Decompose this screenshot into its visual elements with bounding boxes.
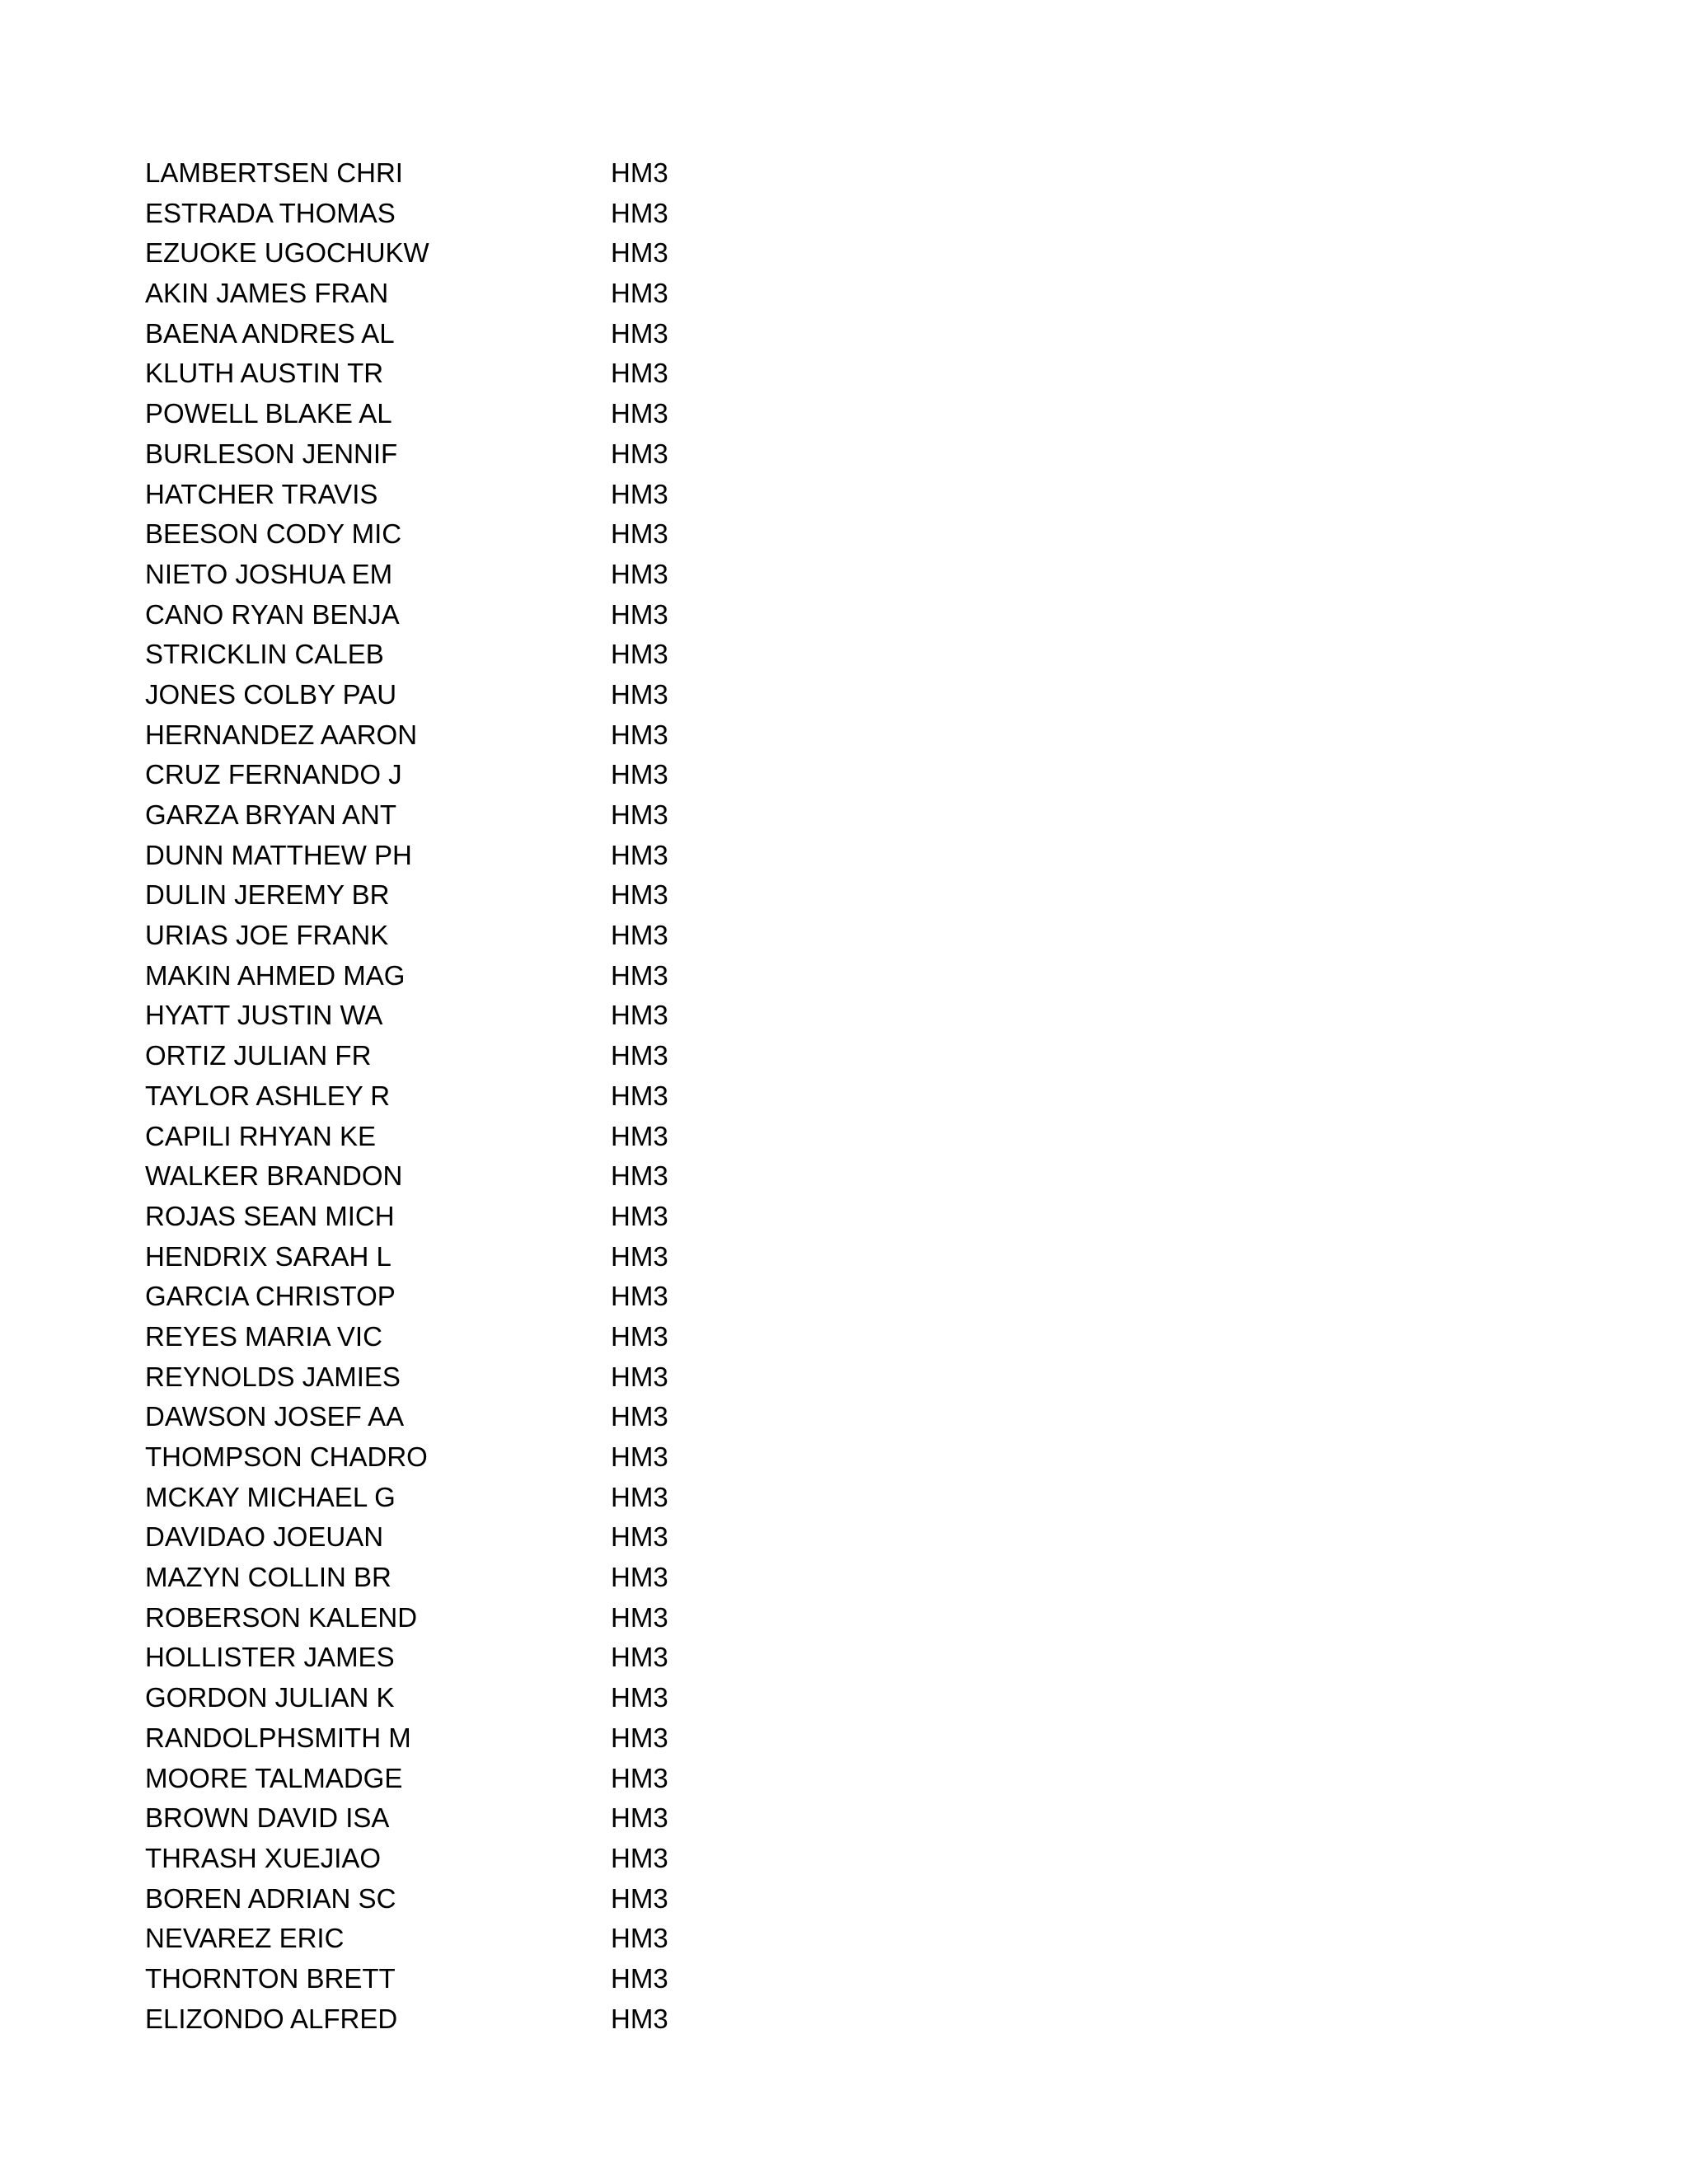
member-rate: HM3	[611, 1481, 668, 1512]
member-rate: HM3	[611, 1682, 668, 1713]
list-item	[145, 1237, 722, 1277]
member-rate: HM3	[611, 1000, 668, 1031]
member-name: BURLESON JENNIF	[145, 438, 398, 469]
member-rate: HM3	[611, 278, 668, 309]
list-item	[145, 1759, 722, 1799]
member-name: THRASH XUEJIAO	[145, 1842, 382, 1873]
member-rate: HM3	[611, 1320, 668, 1352]
member-rate: HM3	[611, 1882, 668, 1914]
list-item	[145, 1598, 722, 1638]
member-rate: HM3	[611, 1722, 668, 1753]
member-name: HOLLISTER JAMES	[145, 1642, 395, 1673]
member-rate: HM3	[611, 678, 668, 710]
member-rate: HM3	[611, 157, 668, 188]
member-name: URIAS JOE FRANK	[145, 920, 389, 951]
list-item	[145, 354, 722, 394]
member-rate: HM3	[611, 398, 668, 429]
list-item	[145, 1798, 722, 1839]
member-name: DAVIDAO JOEUAN	[145, 1521, 384, 1553]
list-item	[145, 715, 722, 756]
list-item	[145, 916, 722, 956]
list-item	[145, 1478, 722, 1518]
member-rate: HM3	[611, 1802, 668, 1834]
member-rate: HM3	[611, 1160, 668, 1192]
member-rate: HM3	[611, 1962, 668, 1994]
member-rate: HM3	[611, 518, 668, 550]
member-name: BEESON CODY MIC	[145, 518, 402, 550]
member-name: DAWSON JOSEF AA	[145, 1401, 405, 1432]
member-name: ESTRADA THOMAS	[145, 197, 396, 228]
member-name: NIETO JOSHUA EM	[145, 558, 393, 589]
list-item	[145, 434, 722, 475]
list-item	[145, 755, 722, 795]
list-item	[145, 1437, 722, 1478]
member-rate: HM3	[611, 197, 668, 228]
member-rate: HM3	[611, 358, 668, 389]
member-rate: HM3	[611, 1120, 668, 1151]
list-item	[145, 1317, 722, 1357]
member-name: HENDRIX SARAH L	[145, 1240, 392, 1272]
member-name: JONES COLBY PAU	[145, 678, 397, 710]
list-item	[145, 996, 722, 1036]
list-item	[145, 233, 722, 274]
member-rate: HM3	[611, 1842, 668, 1873]
list-item	[145, 956, 722, 996]
list-item	[145, 1999, 722, 2040]
member-name: MCKAY MICHAEL G	[145, 1481, 396, 1512]
member-name: ROBERSON KALEND	[145, 1601, 418, 1633]
member-name: MOORE TALMADGE	[145, 1762, 403, 1793]
member-rate: HM3	[611, 1441, 668, 1472]
member-rate: HM3	[611, 759, 668, 790]
list-item	[145, 875, 722, 916]
member-name: HERNANDEZ AARON	[145, 719, 418, 750]
member-rate: HM3	[611, 237, 668, 269]
list-item	[145, 153, 722, 194]
member-name: ORTIZ JULIAN FR	[145, 1040, 372, 1071]
member-name: AKIN JAMES FRAN	[145, 278, 389, 309]
list-item	[145, 595, 722, 635]
member-name: HYATT JUSTIN WA	[145, 1000, 383, 1031]
list-item	[145, 1517, 722, 1558]
member-rate: HM3	[611, 1601, 668, 1633]
member-name: CAPILI RHYAN KE	[145, 1120, 376, 1151]
member-name: MAKIN AHMED MAG	[145, 959, 406, 991]
member-name: HATCHER TRAVIS	[145, 478, 378, 509]
member-name: GARCIA CHRISTOP	[145, 1281, 396, 1312]
member-name: KLUTH AUSTIN TR	[145, 358, 384, 389]
list-item	[145, 194, 722, 234]
member-name: TAYLOR ASHLEY R	[145, 1080, 391, 1111]
member-name: REYES MARIA VIC	[145, 1320, 382, 1352]
member-rate: HM3	[611, 959, 668, 991]
member-name: DUNN MATTHEW PH	[145, 839, 412, 870]
roster-list	[145, 153, 722, 2039]
member-name: BOREN ADRIAN SC	[145, 1882, 396, 1914]
member-name: BROWN DAVID ISA	[145, 1802, 390, 1834]
list-item	[145, 1076, 722, 1117]
list-item	[145, 1197, 722, 1237]
list-item	[145, 1036, 722, 1076]
list-item	[145, 1558, 722, 1598]
list-item	[145, 1839, 722, 1879]
member-name: CANO RYAN BENJA	[145, 598, 400, 630]
member-name: DULIN JEREMY BR	[145, 879, 390, 911]
member-rate: HM3	[611, 1040, 668, 1071]
member-rate: HM3	[611, 1521, 668, 1553]
list-item	[145, 1117, 722, 1157]
member-name: REYNOLDS JAMIES	[145, 1361, 401, 1392]
list-item	[145, 1277, 722, 1317]
member-rate: HM3	[611, 478, 668, 509]
member-rate: HM3	[611, 1642, 668, 1673]
list-item	[145, 1919, 722, 1959]
member-name: GARZA BRYAN ANT	[145, 799, 397, 830]
list-item	[145, 394, 722, 434]
member-rate: HM3	[611, 839, 668, 870]
member-name: WALKER BRANDON	[145, 1160, 403, 1192]
member-name: BAENA ANDRES AL	[145, 317, 395, 349]
member-name: GORDON JULIAN K	[145, 1682, 395, 1713]
list-item	[145, 675, 722, 715]
member-rate: HM3	[611, 719, 668, 750]
list-item	[145, 1879, 722, 1919]
member-rate: HM3	[611, 1401, 668, 1432]
list-item	[145, 274, 722, 314]
list-item	[145, 1638, 722, 1678]
member-rate: HM3	[611, 438, 668, 469]
member-rate: HM3	[611, 920, 668, 951]
member-rate: HM3	[611, 1080, 668, 1111]
list-item	[145, 1397, 722, 1437]
list-item	[145, 836, 722, 876]
member-name: EZUOKE UGOCHUKW	[145, 237, 429, 269]
member-name: THOMPSON CHADRO	[145, 1441, 428, 1472]
list-item	[145, 1718, 722, 1759]
list-item	[145, 314, 722, 354]
member-rate: HM3	[611, 1240, 668, 1272]
list-item	[145, 555, 722, 595]
member-rate: HM3	[611, 799, 668, 830]
list-item	[145, 635, 722, 675]
member-name: NEVAREZ ERIC	[145, 1923, 345, 1954]
member-rate: HM3	[611, 2003, 668, 2034]
list-item	[145, 1357, 722, 1398]
list-item	[145, 795, 722, 836]
member-name: POWELL BLAKE AL	[145, 398, 392, 429]
member-rate: HM3	[611, 1562, 668, 1593]
member-name: CRUZ FERNANDO J	[145, 759, 402, 790]
member-rate: HM3	[611, 639, 668, 670]
member-name: LAMBERTSEN CHRI	[145, 157, 403, 188]
member-name: RANDOLPHSMITH M	[145, 1722, 411, 1753]
member-name: ELIZONDO ALFRED	[145, 2003, 398, 2034]
list-item	[145, 475, 722, 515]
member-rate: HM3	[611, 1923, 668, 1954]
member-rate: HM3	[611, 1762, 668, 1793]
list-item	[145, 514, 722, 555]
member-rate: HM3	[611, 879, 668, 911]
list-item	[145, 1156, 722, 1197]
member-rate: HM3	[611, 1281, 668, 1312]
member-rate: HM3	[611, 598, 668, 630]
member-rate: HM3	[611, 558, 668, 589]
member-rate: HM3	[611, 1361, 668, 1392]
member-name: MAZYN COLLIN BR	[145, 1562, 392, 1593]
member-name: STRICKLIN CALEB	[145, 639, 384, 670]
member-rate: HM3	[611, 317, 668, 349]
list-item	[145, 1959, 722, 1999]
member-rate: HM3	[611, 1200, 668, 1231]
list-item	[145, 1678, 722, 1718]
member-name: THORNTON BRETT	[145, 1962, 396, 1994]
member-name: ROJAS SEAN MICH	[145, 1200, 395, 1231]
